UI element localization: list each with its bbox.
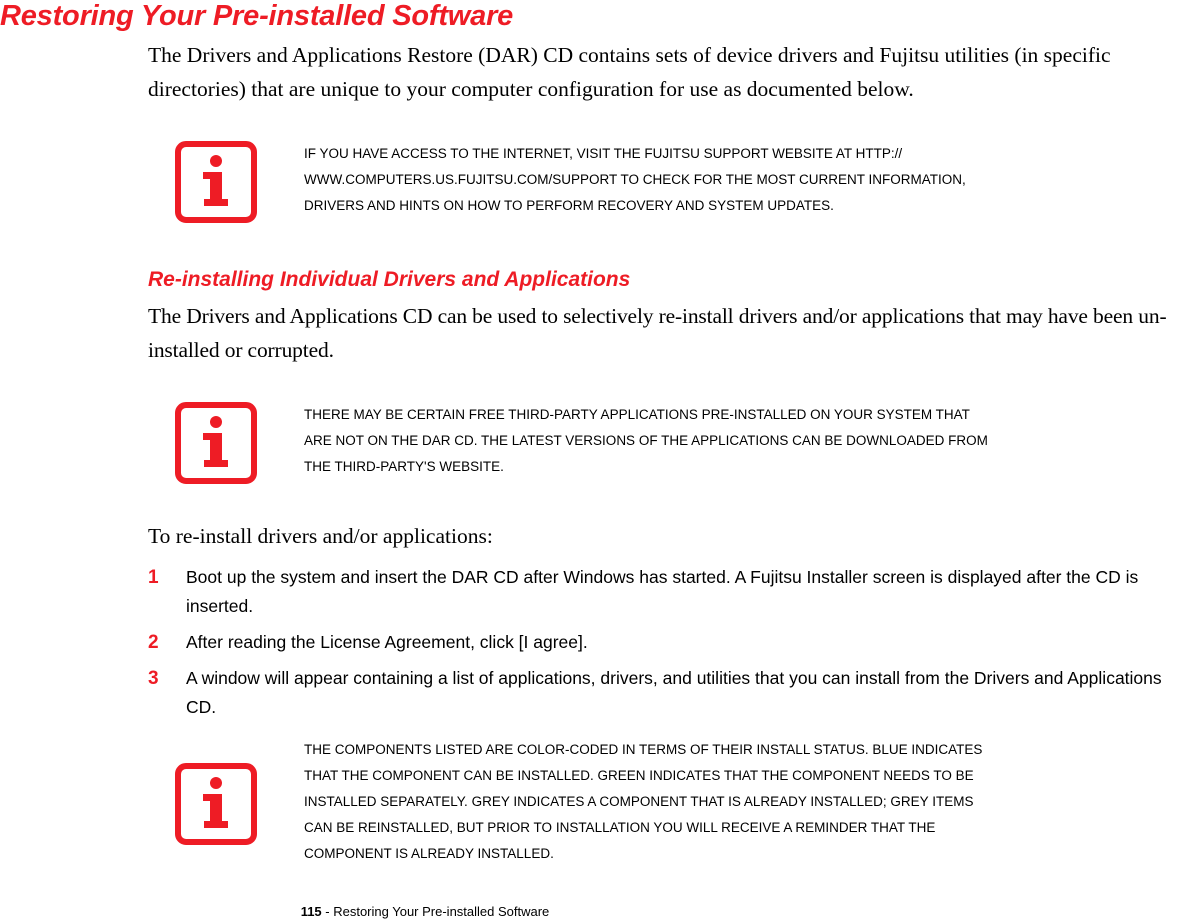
page-number: 115 <box>300 904 322 919</box>
step-text: Boot up the system and insert the DAR CD after Windows has started. A Fujitsu Installer screen is displayed after the CD is inserted. <box>186 567 1139 616</box>
step-number: 2 <box>148 632 159 653</box>
note-line: THE COMPONENTS LISTED ARE COLOR-CODED IN TERMS OF THEIR INSTALL STATUS. BLUE INDICATES <box>304 742 983 757</box>
note-internet-support <box>304 141 966 219</box>
list-item <box>148 563 1187 621</box>
page-footer <box>0 904 850 919</box>
intro-paragraph: The Drivers and Applications Restore (DAR) CD contains sets of device drivers and Fujitsu utilities (in specific directories) that are unique to your computer configuration for use as documented below. <box>148 43 1111 101</box>
note-line: CAN BE REINSTALLED, BUT PRIOR TO INSTALLATION YOU WILL RECEIVE A REMINDER THAT THE <box>304 820 936 835</box>
info-icon <box>175 402 257 484</box>
list-item <box>148 628 1187 657</box>
note-line: THERE MAY BE CERTAIN FREE THIRD-PARTY APPLICATIONS PRE-INSTALLED ON YOUR SYSTEM THAT <box>304 407 970 422</box>
info-icon <box>175 141 257 223</box>
note-line: DRIVERS AND HINTS ON HOW TO PERFORM RECOVERY AND SYSTEM UPDATES. <box>304 198 834 213</box>
section-paragraph: The Drivers and Applications CD can be used to selectively re-install drivers and/or applications that may have been un-installed or corrupted. <box>148 304 1167 362</box>
note-third-party-apps <box>304 402 988 480</box>
list-item <box>148 664 1187 722</box>
note-line: INSTALLED SEPARATELY. GREY INDICATES A COMPONENT THAT IS ALREADY INSTALLED; GREY ITEMS <box>304 794 974 809</box>
note-component-colors <box>304 737 982 867</box>
note-line: IF YOU HAVE ACCESS TO THE INTERNET, VISIT THE FUJITSU SUPPORT WEBSITE AT HTTP:// <box>304 146 903 161</box>
steps-intro: To re-install drivers and/or applications: <box>148 524 493 548</box>
footer-text: - Restoring Your Pre-installed Software <box>321 904 550 919</box>
section-title: Re-installing Individual Drivers and Applications <box>148 268 631 291</box>
note-line: THE THIRD-PARTY'S WEBSITE. <box>304 459 504 474</box>
page-title: Restoring Your Pre-installed Software <box>0 0 514 32</box>
steps-list <box>148 563 1187 729</box>
step-number: 1 <box>148 567 159 588</box>
note-line: THAT THE COMPONENT CAN BE INSTALLED. GREEN INDICATES THAT THE COMPONENT NEEDS TO BE <box>304 768 974 783</box>
note-line: WWW.COMPUTERS.US.FUJITSU.COM/SUPPORT TO CHECK FOR THE MOST CURRENT INFORMATION, <box>304 172 966 187</box>
note-line: ARE NOT ON THE DAR CD. THE LATEST VERSIONS OF THE APPLICATIONS CAN BE DOWNLOADED FROM <box>304 433 988 448</box>
info-icon <box>175 763 257 845</box>
step-number: 3 <box>148 668 159 689</box>
step-text: After reading the License Agreement, click [I agree]. <box>186 632 588 652</box>
step-text: A window will appear containing a list of applications, drivers, and utilities that you can install from the Drivers and Applications CD. <box>186 668 1162 717</box>
note-line: COMPONENT IS ALREADY INSTALLED. <box>304 846 554 861</box>
